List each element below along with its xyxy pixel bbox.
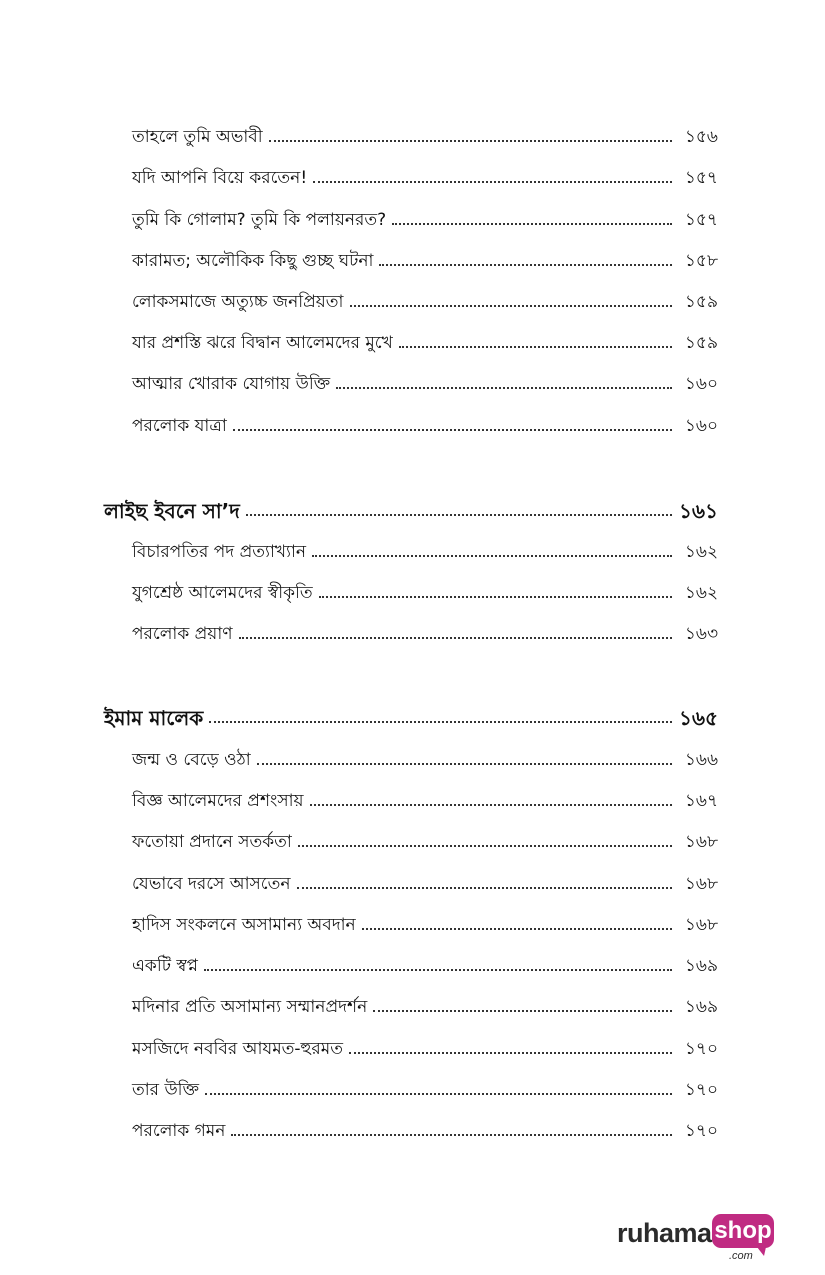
toc-entry-page: ১৭০ <box>684 1039 718 1059</box>
toc-entry-page: ১৫৮ <box>684 251 718 271</box>
dot-leader <box>379 264 672 266</box>
logo-domain: .com <box>729 1250 753 1262</box>
logo-wordmark: ruhama <box>617 1218 712 1248</box>
dot-leader <box>231 1134 672 1136</box>
dot-leader <box>350 305 673 307</box>
dot-leader <box>233 429 672 431</box>
toc-entry-title: মদিনার প্রতি অসামান্য সম্মানপ্রদর্শন <box>132 997 368 1017</box>
dot-leader <box>257 763 672 765</box>
toc-entry <box>132 865 718 895</box>
dot-leader <box>336 387 672 389</box>
dot-leader <box>269 140 672 142</box>
toc-entry-page: ১৫৬ <box>684 127 718 147</box>
dot-leader <box>298 845 672 847</box>
toc-entry-title: লোকসমাজে অত্যুচ্চ জনপ্রিয়তা <box>132 292 344 312</box>
toc-entry-title: ফতোয়া প্রদানে সতর্কতা <box>132 832 292 852</box>
toc-entry-title: মসজিদে নববির আযমত-হুরমত <box>132 1039 343 1059</box>
toc-chapter-heading <box>104 699 718 729</box>
toc-entry-title: যেভাবে দরসে আসতেন <box>132 874 291 894</box>
toc-entry <box>132 615 718 645</box>
toc-entry-page: ১৫৯ <box>684 292 718 312</box>
dot-leader <box>246 514 672 516</box>
toc-entry-page: ১৬০ <box>684 416 718 436</box>
toc-entry-page: ১৬৯ <box>684 997 718 1017</box>
toc-entry <box>132 782 718 812</box>
toc-entry-title: পরলোক যাত্রা <box>132 416 227 436</box>
dot-leader <box>362 928 672 930</box>
toc-entry <box>132 283 718 313</box>
toc-entry-page: ১৬৬ <box>684 750 718 770</box>
logo-shop-bubble: shop <box>712 1214 774 1248</box>
toc-entry <box>132 741 718 771</box>
dot-leader <box>392 223 672 225</box>
toc-entry-page: ১৫৯ <box>684 333 718 353</box>
toc-entry <box>132 947 718 977</box>
dot-leader <box>313 181 672 183</box>
dot-leader <box>349 1052 672 1054</box>
toc-entry-title: তাহলে তুমি অভাবী <box>132 127 263 147</box>
toc-entry-title: যার প্রশস্তি ঝরে বিদ্বান আলেমদের মুখে <box>132 333 393 353</box>
toc-entry-page: ১৬২ <box>684 542 718 562</box>
toc-entry <box>132 365 718 395</box>
toc-entry <box>132 201 718 231</box>
dot-leader <box>239 637 672 639</box>
dot-leader <box>310 804 672 806</box>
toc-entry-page: ১৭০ <box>684 1080 718 1100</box>
toc-entry-title: হাদিস সংকলনে অসামান্য অবদান <box>132 915 356 935</box>
toc-entry-title: পরলোক গমন <box>132 1121 226 1141</box>
toc-entry-title: যুগশ্রেষ্ঠ আলেমদের স্বীকৃতি <box>132 583 313 603</box>
toc-entry-page: ১৫৭ <box>684 168 718 188</box>
toc-entry-title: তার উক্তি <box>132 1080 200 1100</box>
toc-entry-page: ১৬৮ <box>684 874 718 894</box>
dot-leader <box>373 1010 672 1012</box>
dot-leader <box>319 596 672 598</box>
toc-chapter-page: ১৬৫ <box>679 706 718 730</box>
toc-entry <box>132 324 718 354</box>
toc-entry <box>132 1112 718 1142</box>
toc-entry <box>132 1071 718 1101</box>
toc-entry <box>132 159 718 189</box>
toc-entry-title: আত্মার খোরাক যোগায় উক্তি <box>132 374 331 394</box>
dot-leader <box>209 721 672 723</box>
toc-entry <box>132 407 718 437</box>
toc-entry <box>132 574 718 604</box>
toc-entry-title: একটি স্বপ্ন <box>132 956 198 976</box>
toc-entry-title: কারামত; অলৌকিক কিছু গুচ্ছ ঘটনা <box>132 251 374 271</box>
toc-entry-page: ১৬৯ <box>684 956 718 976</box>
toc-entry-page: ১৬৩ <box>684 624 718 644</box>
toc-entry-page: ১৫৭ <box>684 210 718 230</box>
toc-entry <box>132 118 718 148</box>
toc-entry <box>132 533 718 563</box>
toc-entry-title: বিচারপতির পদ প্রত্যাখ্যান <box>132 542 307 562</box>
toc-entry-page: ১৬৭ <box>684 791 718 811</box>
toc-entry-page: ১৬০ <box>684 374 718 394</box>
toc-entry-title: বিজ্ঞ আলেমদের প্রশংসায় <box>132 791 304 811</box>
toc-entry-page: ১৭০ <box>684 1121 718 1141</box>
toc-entry-title: তুমি কি গোলাম? তুমি কি পলায়নরত? <box>132 210 387 230</box>
toc-entry-title: যদি আপনি বিয়ে করতেন! <box>132 168 308 188</box>
toc-entry <box>132 242 718 272</box>
toc-chapter-title: লাইছ ইবনে সা’দ <box>104 499 240 523</box>
toc-chapter-title: ইমাম মালেক <box>104 706 204 730</box>
dot-leader <box>297 887 672 889</box>
dot-leader <box>312 555 672 557</box>
dot-leader <box>399 346 672 348</box>
toc-entry-page: ১৬২ <box>684 583 718 603</box>
ruhamashop-logo <box>617 1212 777 1260</box>
toc-entry-title: জন্ম ও বেড়ে ওঠা <box>132 750 251 770</box>
toc-chapter-page: ১৬১ <box>679 499 718 523</box>
dot-leader <box>205 1093 672 1095</box>
toc-entry-page: ১৬৮ <box>684 832 718 852</box>
toc-chapter-heading <box>104 492 718 522</box>
dot-leader <box>204 969 672 971</box>
toc-entry <box>132 906 718 936</box>
toc-entry <box>132 1030 718 1060</box>
toc-entry <box>132 823 718 853</box>
toc-entry <box>132 988 718 1018</box>
toc-entry-page: ১৬৮ <box>684 915 718 935</box>
toc-entry-title: পরলোক প্রয়াণ <box>132 624 233 644</box>
